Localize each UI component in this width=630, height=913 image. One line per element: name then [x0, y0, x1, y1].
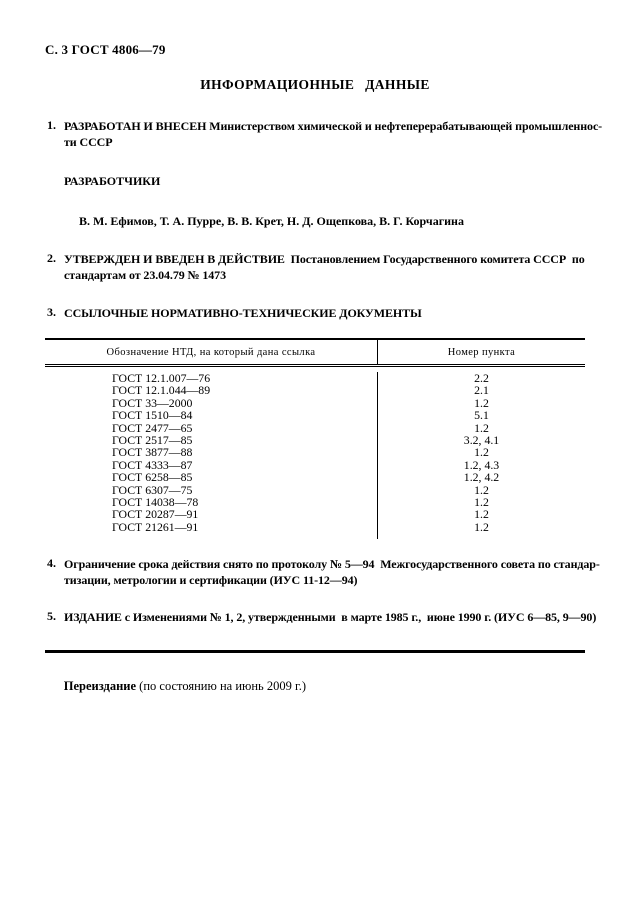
- punkt-cell: 1.2: [474, 445, 489, 460]
- table-header-punkt: Номер пункта: [447, 347, 516, 358]
- punkt-cell: 2.2: [474, 371, 489, 385]
- ntd-cell: ГОСТ 20287—91: [45, 508, 378, 520]
- developers-heading: РАЗРАБОТЧИКИ: [64, 174, 161, 188]
- ntd-cell: ГОСТ 12.1.007—76: [45, 372, 378, 384]
- item-1-line-2: ти СССР: [64, 135, 113, 149]
- punkt-cell: 5.1: [474, 408, 489, 423]
- punkt-cell: 1.2: [474, 420, 489, 435]
- page-title: ИНФОРМАЦИОННЫЕ ДАННЫЕ: [200, 77, 430, 92]
- item-3-body: [64, 305, 585, 321]
- item-4-line-2: тизации, метрологии и сертификации (ИУС 11-12—94): [64, 573, 358, 588]
- ntd-cell: ГОСТ 6307—75: [45, 484, 378, 496]
- item-2-line-2: стандартам от 23.04.79 № 1473: [64, 268, 226, 282]
- item-2-approved: [45, 251, 585, 283]
- item-3-number: 3.: [47, 305, 56, 319]
- punkt-cell: 2.1: [474, 383, 489, 398]
- table-body: [45, 367, 585, 539]
- ntd-cell: ГОСТ 14038—78: [45, 496, 378, 508]
- references-table: [45, 338, 585, 539]
- ntd-cell: ГОСТ 2477—65: [45, 422, 378, 434]
- ntd-cell: ГОСТ 33—2000: [45, 397, 378, 409]
- ntd-cell: ГОСТ 1510—84: [45, 409, 378, 421]
- bottom-rule: [45, 650, 585, 653]
- item-2-body: [64, 251, 585, 283]
- item-4-validity-limit: [45, 556, 600, 588]
- table-row: [45, 384, 585, 396]
- item-3-line-1: ССЫЛОЧНЫЕ НОРМАТИВНО-ТЕХНИЧЕСКИЕ ДОКУМЕНТЫ: [64, 306, 422, 320]
- table-row: [45, 521, 585, 539]
- punkt-cell: 1.2, 4.3: [463, 457, 500, 472]
- item-4-body: [64, 556, 600, 588]
- punkt-cell: 1.2, 4.2: [463, 470, 500, 485]
- item-5-line-1: ИЗДАНИЕ с Изменениями № 1, 2, утвержденными в марте 1985 г., июне 1990 г. (ИУС 6—85, 9—90): [64, 610, 597, 625]
- item-2-line-1: УТВЕРЖДЕН И ВВЕДЕН В ДЕЙСТВИЕ Постановлением Государственного комитета СССР по: [64, 252, 585, 266]
- reissue-note-rest: (по состоянию на июнь 2009 г.): [136, 678, 306, 693]
- table-header-ntd: Обозначение НТД, на который дана ссылка: [45, 340, 378, 364]
- punkt-cell: 1.2: [474, 395, 489, 410]
- item-3-references-heading: [45, 305, 585, 321]
- item-1-number: 1.: [47, 118, 56, 132]
- ntd-cell: ГОСТ 6258—85: [45, 471, 378, 483]
- item-4-line-1: Ограничение срока действия снято по протоколу № 5—94 Межгосударственного совета по стандар-: [64, 557, 600, 572]
- item-5-number: 5.: [47, 609, 56, 624]
- item-5-body: [64, 609, 596, 625]
- item-1-developed-by: [45, 118, 603, 150]
- ntd-cell: ГОСТ 21261—91: [45, 521, 378, 539]
- item-1-line-1: РАЗРАБОТАН И ВНЕСЕН Министерством химической и нефтеперерабатывающей промышленнос-: [64, 119, 603, 133]
- reissue-note: [45, 664, 585, 709]
- table-row: [45, 446, 585, 458]
- reissue-note-bold: Переиздание: [63, 678, 137, 693]
- ntd-cell: ГОСТ 12.1.044—89: [45, 384, 378, 396]
- punkt-cell: 1.2: [474, 495, 489, 510]
- ntd-cell: ГОСТ 3877—88: [45, 446, 378, 458]
- page-header: С. 3 ГОСТ 4806—79: [45, 42, 166, 57]
- item-1-body: [64, 118, 602, 150]
- item-4-number: 4.: [47, 556, 56, 571]
- punkt-cell: 1.2: [474, 482, 489, 497]
- ntd-cell: ГОСТ 4333—87: [45, 459, 378, 471]
- developers-names: В. М. Ефимов, Т. А. Пурре, В. В. Крет, Н. Д. Ощепкова, В. Г. Корчагина: [79, 214, 464, 228]
- table-row: [45, 508, 585, 520]
- punkt-cell: 1.2: [474, 507, 489, 522]
- table-row: [45, 409, 585, 421]
- punkt-cell: 3.2, 4.1: [463, 433, 500, 448]
- ntd-cell: ГОСТ 2517—85: [45, 434, 378, 446]
- item-5-edition: [45, 609, 597, 625]
- item-2-number: 2.: [47, 251, 56, 265]
- table-row: [45, 471, 585, 483]
- table-header-row: [45, 338, 585, 367]
- punkt-cell: 1.2: [474, 519, 489, 534]
